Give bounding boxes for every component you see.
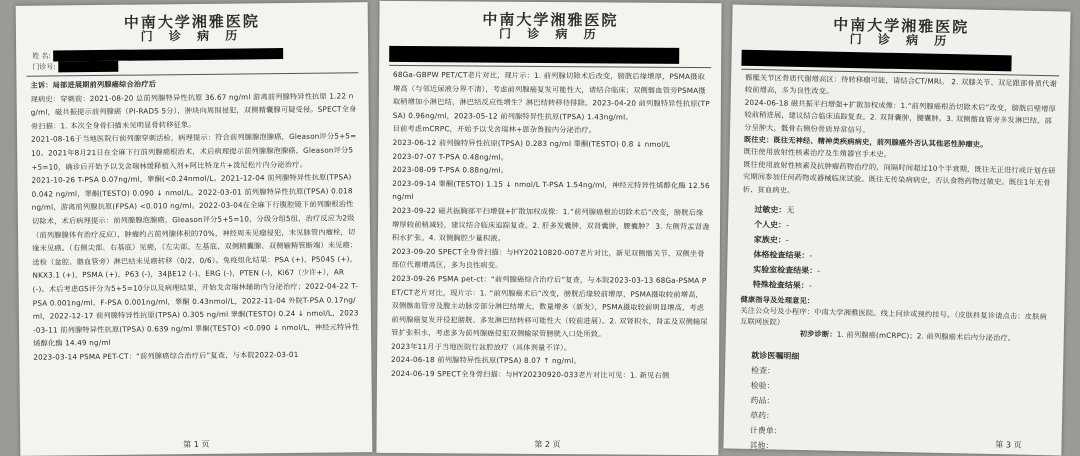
redaction-bar: [389, 46, 679, 64]
field-label: 家族史：: [753, 235, 786, 245]
record-body: [391, 68, 711, 383]
field-label: 过敏史：: [754, 205, 787, 215]
record-paragraph: 2024-06-19 SPECT全身骨扫描：与HY20230920-033老片对比可见：1. 新见右侧: [390, 368, 670, 380]
guidance-title: 健康指导及处理意见：: [740, 294, 815, 306]
page-number: 第 2 页: [534, 439, 561, 450]
order-item: 检验：: [750, 381, 775, 391]
record-paragraph: 髂骶关节区骨质代谢增高区：待转移瘤可能，请结合CT/MRI。 2. 双膝关节、双足跟部骨质代谢较前增高，多为良性改变。: [744, 72, 1058, 97]
record-paragraph: 2023-09-26 PSMA pet-ct：“前列腺癌综合治疗后”复查，与本院2023-03-13 68Ga-PSMA PET/CT老片对比，现片示：1. “前列腺癌术后”改变，膀胱后缘较前增厚，PSMA摄取较前增高，双侧髂血管旁及腹主动脉旁部分淋巴结增大，数量增多（新发），PSMA摄取较前明显增高，考虑前列腺癌复发并侵犯膀胱、多发淋巴结转移可能性大（较前进展）。2. 双肾积水，肾盂及双侧输尿管扩张积水，考虑多为前列腺癌侵犯双侧输尿管膀胱入口处所致。: [391, 273, 708, 339]
field-label: 个人史：: [753, 220, 787, 230]
record-paragraph: 68Ga-GBPW PET/CT老片对比，现片示：1. 前列腺切除术后改变，膀胱后缘增厚，PSMA摄取增高（与邻近尿液分界不清），考虑前列腺癌复发可能性大，请结合临床；双侧髂血管旁PSMA摄取稍增加小淋巴结，淋巴结反应性增生？淋巴结转移待排除。2023-04-20 前列腺特异性抗原(TPSA) 0.96ng/ml，2023-05-12 前列腺特异性抗原(TPSA) 1.43ng/ml。: [392, 69, 710, 122]
patient-id-row: [32, 58, 368, 73]
order-item: 检查：: [750, 366, 776, 376]
page-number: 第 1 页: [183, 439, 210, 450]
record-paragraph: 2023-07-07 T-PSA 0.48ng/ml。: [392, 151, 509, 162]
record-paragraph: 2023-06-12 前列腺特异性抗原(TPSA) 0.283 ng/ml 睾酮(TESTO) 0.8 ↓ nmol/L: [392, 137, 671, 149]
order-item: 计费单：: [749, 426, 782, 436]
record-body: [30, 75, 361, 364]
field-value: -: [785, 220, 790, 230]
chief-complaint: 主诉：局部进展期前列腺癌综合治疗后: [30, 79, 157, 90]
guidance-block: [740, 294, 1055, 345]
exam-fields: [727, 202, 1067, 299]
order-item: 草药：: [749, 411, 775, 421]
orders-title: 就诊医嘱明细: [751, 351, 800, 362]
redaction-bar: [741, 50, 1011, 72]
record-page-3: [723, 5, 1070, 456]
guidance-text: 关注公众号及小程序：中南大学湘雅医院。线上问诊或预约挂号。（皮肤科复诊请点击：皮肤病互联网医院）: [739, 305, 1047, 327]
record-paragraph: 2021-10-26 T-PSA 0.07ng/ml，睾酮(<0.24nmol/L。2021-12-04 前列腺特异性抗原(TPSA) 0.042 ng/ml，睾酮(TESTO) 0.090 ↓ nmol/L。2022-03-01 前列腺特异性抗原(TPSA) 0.018 ng/ml，游离前列腺抗原(FPSA) <0.010 ng/ml。2022-03-04在全麻下行腹腔镜下前列腺根治性切除术，术后病理提示：前列腺腺泡腺癌，Gleason评分5+5=10，分级分组5组，治疗反应为2级（前列腺腺体有治疗反应），肿瘤约占前列腺体积的70%，神经周未见瘤侵犯，未见脉管内瘤栓，切缘未见癌。（右侧尖部、右基底）见癌，（左尖部、左基底、双侧精囊腺、双侧输精管断端）未见癌；送检（盆腔、髂血管旁）淋巴结未见癌转移（0/2，0/6）。免疫组化结果：PSA (+)，P504S (+)，NKX3.1 (+)，PSMA (+)，P63 (-)，34βE12 (-)，ERG (-)，PTEN (-)，Ki67（少许+），AR (-)。术后考虑GS评分为5+5=10分以及病理结果，开始戈舍瑞林辅助内分泌治疗；2022-04-22 T-PSA 0.001ng/ml，F-PSA 0.001ng/ml，睾酮 0.43nmol/L，2022-11-04 外院T-PSA 0.17ng/ml，2022-12-17 前列腺特异性抗原(TPSA) 0.305 ng/ml 睾酮(TESTO) 0.24 ↓ nmol/L，2023-03-11 前列腺特异性抗原(TPSA) 0.639 ng/ml 睾酮(TESTO) <0.090 ↓ nmol/L，神经元特异性烯醇化酶 14.49 ng/ml: [31, 172, 360, 348]
field-value: -: [808, 281, 812, 291]
order-item: 药品：: [750, 396, 775, 406]
field-label: 体格检查结果：: [753, 250, 810, 261]
record-paragraph: 2023-08-09 T-PSA 0.88ng/ml。: [392, 165, 509, 175]
record-title: 门 诊 病 历: [140, 28, 244, 44]
field-value: -: [817, 266, 821, 276]
present-illness: 现病史：穿刺前：2021-08-20 总前列腺特异性抗原 36.67 ng/ml 游离前列腺特异性抗原 1.22 ng/ml，磁共振提示前列腺癌（PI-RADS 5分），肿块向周围侵犯，双侧精囊腺可疑受侵。SPECT全身骨扫描：1. 本次全身骨扫描未见明显骨转移征象。: [30, 90, 357, 131]
diagnosis-label: 初步诊断：: [799, 329, 837, 339]
patient-name-row: [389, 46, 721, 64]
record-paragraph: 2021-08-16于当地医院行前列腺穿刺活检，病理提示：符合前列腺腺泡腺癌，Gleason评分5+5=10。2021年8月21日在全麻下行前列腺癌根治术，术后病理提示前列腺腺泡腺癌，Gleason评分5+5=10，确诊后开始予以戈舍瑞林缓释植入剂+阿比特龙片+泼尼松片内分泌治疗。: [31, 131, 357, 172]
id-label: 门诊号:: [32, 62, 56, 72]
field-value: 无: [786, 205, 795, 215]
field-label: 实验室检查结果：: [753, 265, 818, 276]
record-body: [743, 72, 1060, 203]
hospital-name: 中南大学湘雅医院: [833, 15, 970, 37]
record-paragraph: 2023-09-22 磁共振胸部平扫增强+扩散加权成像：1.“前列腺癌根治切除术后”改变，膀胱后缘增厚较前稍减轻，建议结合临床追踪复查。2. 肝多发囊肿，双肾囊肿，腰囊肿？ 3. 左侧背盂肾盏积水扩张。4. 双侧胸腔少量积液。: [391, 205, 710, 243]
redaction-bar: [58, 61, 118, 73]
field-value: -: [809, 251, 813, 261]
record-page-1: [16, 2, 373, 456]
past-history: 既往史：既往无神经、精神类疾病病史，前列腺癌外否认其他恶性肿瘤史。: [743, 134, 988, 149]
record-paragraph: 2023-09-14 睾酮(TESTO) 1.15 ↓ nmol/L T-PSA 1.54ng/ml，神经元特异性烯醇化酶 12.56 ng/ml: [392, 178, 710, 202]
hospital-name: 中南大学湘雅医院: [123, 12, 260, 32]
field-value: -: [785, 235, 789, 245]
page-number: 第 3 页: [995, 440, 1022, 450]
field-label: 特殊检查结果：: [752, 280, 809, 291]
record-paragraph: 2023-09-20 SPECT全身骨扫描：与HY20210820-007老片对比，新见双侧髂关节、双侧坐骨部位代谢增高区，多为良性病变。: [391, 246, 705, 270]
record-paragraph: 既往使用放射性核素及抗肿瘤药物治疗的，间隔时间超过10个半衰期，既往无正进行或计划在研究期间参加任何药物或器械临床试验。既往无传染病病史，否认食物药物过敏史。既往1年无骨折、贫血病史。: [742, 159, 1056, 195]
record-paragraph: 2024-06-18 磁共振平扫增强+扩散加权成像：1.“前列腺癌根治切除术后”改变，膀胱后壁增厚较前稍进展，建议结合临床追踪复查。2. 双肾囊肿，腰囊肿。3. 双侧髂血管旁多发淋巴结，部分呈肿大，骶骨右侧份骨质异常信号。: [744, 97, 1057, 135]
record-paragraph: 2023-03-14 PSMA PET-CT：“前列腺癌综合治疗后”复查，与本院2022-03-01: [33, 349, 299, 362]
order-item: 其他：: [749, 441, 774, 451]
record-paragraph: 2024-06-18 前列腺特异性抗原(TPSA) 8.07 ↑ ng/ml。: [391, 355, 582, 366]
name-label: 姓 名:: [32, 51, 51, 61]
record-paragraph: 目前考虑mCRPC，开始予以戈舍瑞林+恩杂鲁胺内分泌治疗。: [392, 124, 597, 135]
diagnosis-text: 1. 前列腺癌(mCRPC)；2. 前列腺癌术后内分泌治疗。: [836, 329, 1016, 343]
record-page-2: [376, 1, 721, 455]
record-title: 门 诊 病 历: [499, 26, 602, 42]
record-paragraph: 2023年11月于当地医院行盆腔放疗（具体剂量不详）。: [391, 341, 572, 353]
record-paragraph: 既往使用放射性核素治疗及生殖器官手术史。: [743, 147, 892, 160]
record-title: 门 诊 病 历: [849, 31, 953, 49]
hospital-name: 中南大学湘雅医院: [482, 10, 619, 30]
